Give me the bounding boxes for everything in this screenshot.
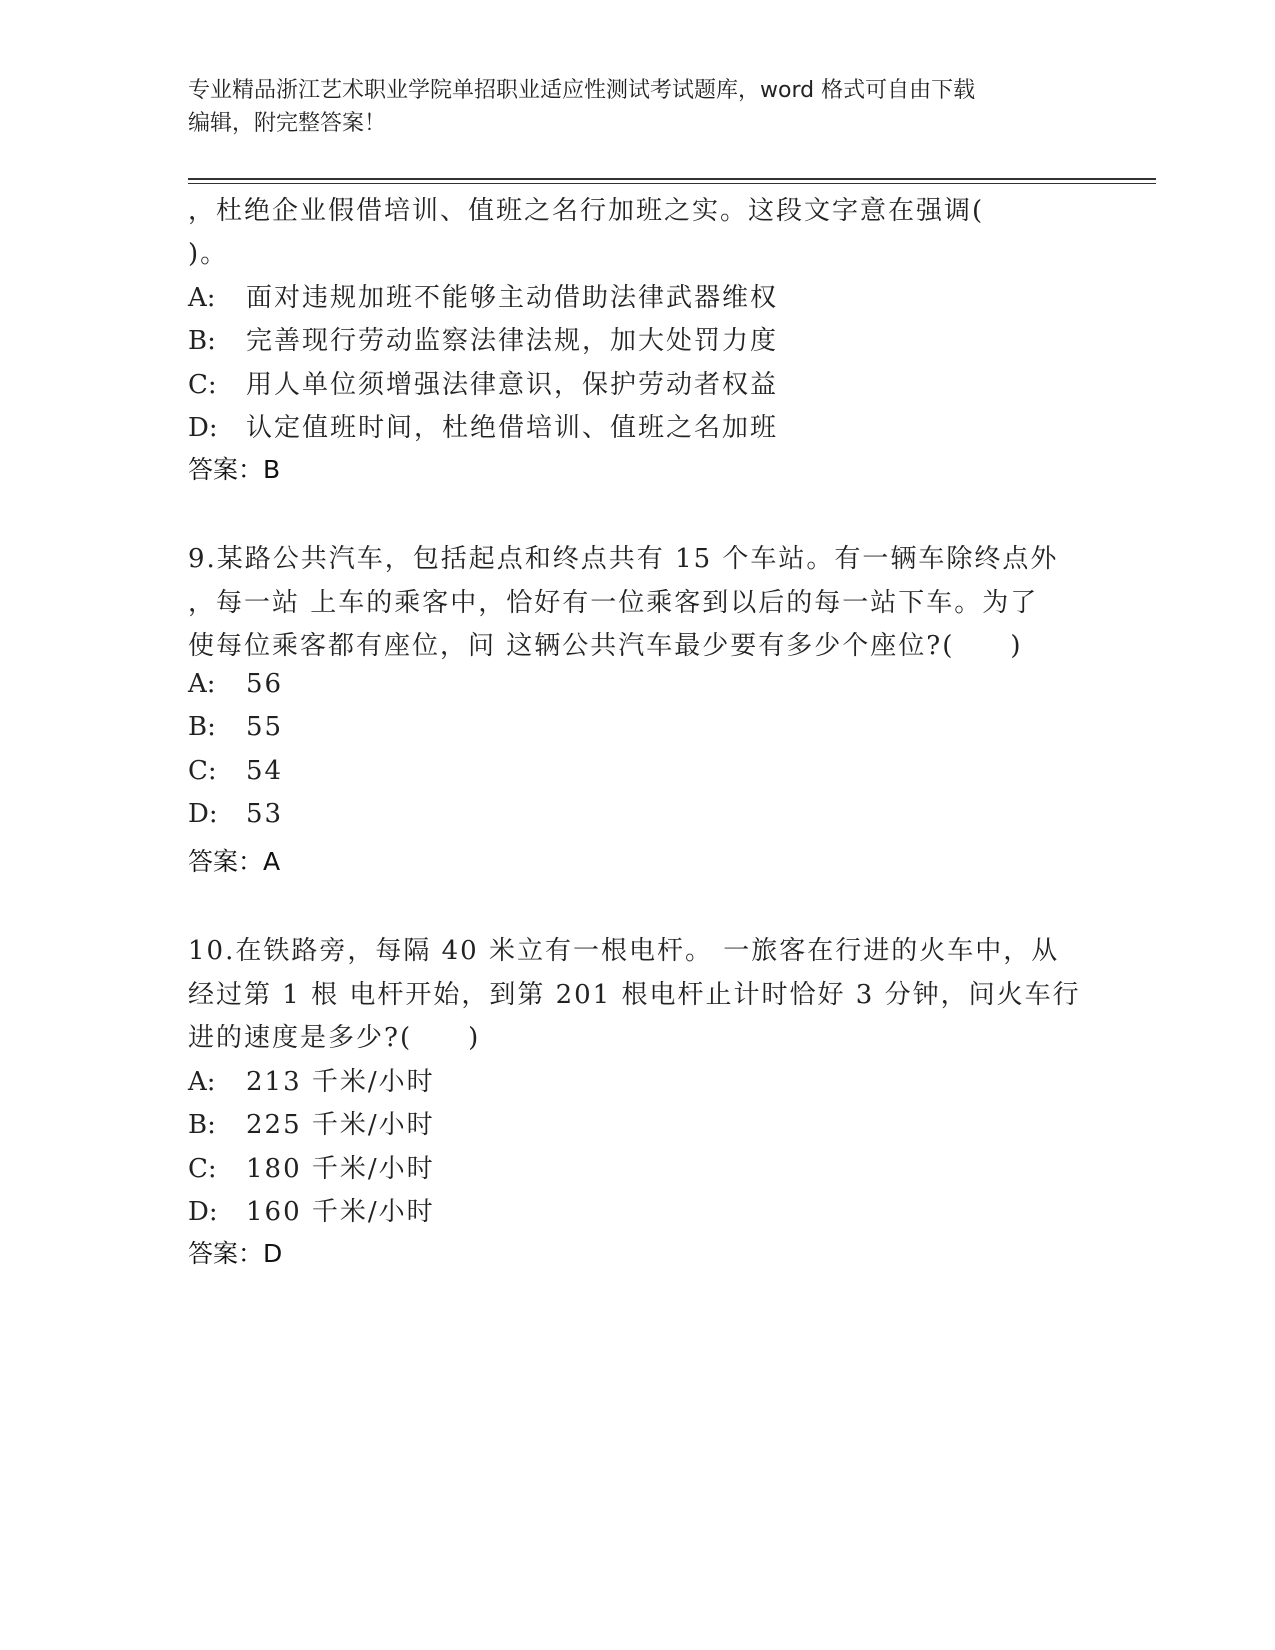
option-label: A:	[188, 283, 216, 313]
option-text: 180 千米/小时	[246, 1154, 435, 1184]
option-label: C:	[188, 370, 217, 400]
option-label: B:	[188, 326, 216, 356]
page-header	[188, 74, 1068, 140]
q9-option-a	[188, 669, 283, 699]
q9-option-d	[188, 799, 283, 829]
option-text: 56	[246, 669, 284, 699]
q8-option-c	[188, 364, 778, 401]
q8-text-line-2: )。	[188, 239, 229, 269]
option-label: D:	[188, 1197, 218, 1227]
option-label: B:	[188, 1110, 216, 1140]
q8-text-line-1: ，杜绝企业假借培训、值班之名行加班之实。这段文字意在强调(	[188, 196, 985, 226]
q8-option-a	[188, 277, 778, 314]
q10-answer: 答案：D	[188, 1239, 283, 1268]
q10-option-c	[188, 1148, 435, 1185]
q9-text-line-2: ，每一站 上车的乘客中，恰好有一位乘客到以后的每一站下车。为了	[188, 588, 1039, 618]
option-text: 54	[246, 756, 284, 786]
option-label: D:	[188, 799, 218, 829]
option-text: 225 千米/小时	[246, 1110, 435, 1140]
q10-option-a	[188, 1061, 435, 1098]
option-label: A:	[188, 669, 216, 699]
option-text: 213 千米/小时	[246, 1067, 435, 1097]
q10-option-d	[188, 1191, 435, 1228]
option-label: D:	[188, 413, 218, 443]
option-text: 160 千米/小时	[246, 1197, 435, 1227]
q10-text-line-1: 10.在铁路旁，每隔 40 米立有一根电杆。 一旅客在行进的火车中，从	[188, 936, 1060, 966]
q9-text-line-1: 9.某路公共汽车，包括起点和终点共有 15 个车站。有一辆车除终点外	[188, 544, 1059, 574]
q10-text-line-3: 进的速度是多少?( )	[188, 1023, 481, 1053]
header-line-2: 编辑，附完整答案！	[188, 111, 387, 136]
q10-option-b	[188, 1104, 435, 1141]
q9-option-b	[188, 712, 283, 742]
option-text: 面对违规加班不能够主动借助法律武器维权	[246, 283, 779, 313]
q8-option-d	[188, 407, 778, 444]
q10-text-line-2: 经过第 1 根 电杆开始，到第 201 根电杆止计时恰好 3 分钟，问火车行	[188, 980, 1081, 1010]
option-text: 用人单位须增强法律意识，保护劳动者权益	[246, 370, 779, 400]
header-line-1: 专业精品浙江艺术职业学院单招职业适应性测试考试题库，word 格式可自由下载	[188, 78, 976, 103]
q9-option-c	[188, 756, 283, 786]
header-divider-thin	[188, 183, 1156, 184]
q9-text-line-3: 使每位乘客都有座位，问 这辆公共汽车最少要有多少个座位?( )	[188, 631, 1023, 661]
option-label: C:	[188, 756, 217, 786]
q9-answer: 答案：A	[188, 847, 281, 876]
option-text: 55	[246, 712, 284, 742]
option-label: A:	[188, 1067, 216, 1097]
option-text: 53	[246, 799, 284, 829]
header-divider-thick	[188, 178, 1156, 180]
q8-option-b	[188, 320, 778, 357]
q8-answer: 答案：B	[188, 455, 281, 484]
option-text: 认定值班时间，杜绝借培训、值班之名加班	[246, 413, 779, 443]
option-label: C:	[188, 1154, 217, 1184]
option-label: B:	[188, 712, 216, 742]
option-text: 完善现行劳动监察法律法规，加大处罚力度	[246, 326, 779, 356]
